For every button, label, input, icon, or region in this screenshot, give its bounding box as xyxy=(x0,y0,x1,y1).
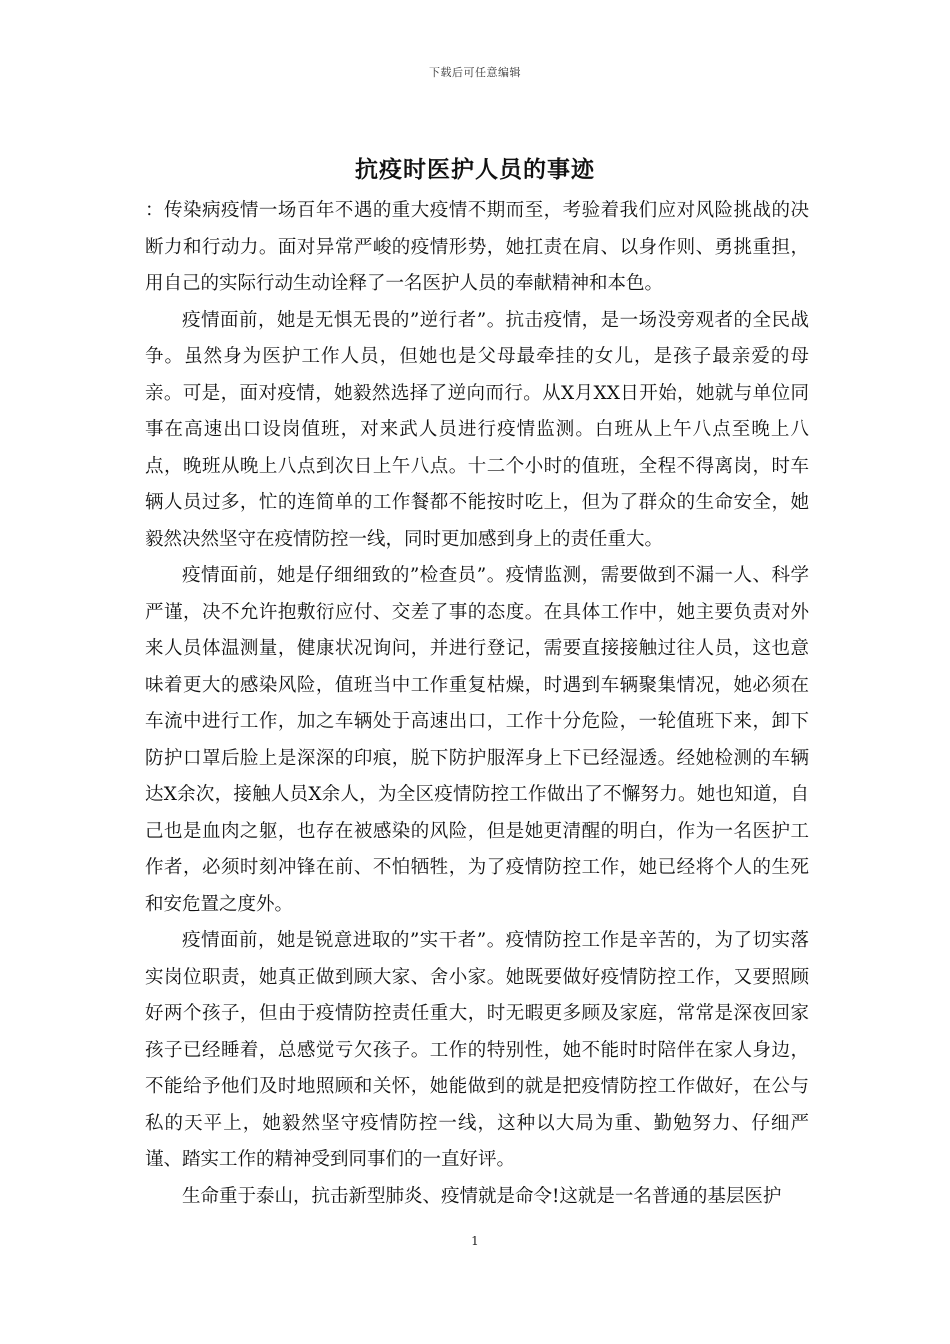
paragraph-inspector: 疫情面前，她是仔细细致的”检查员”。疫情监测，需要做到不漏一人、科学严谨，决不允许抱敷衍应付、交差了事的态度。在具体工作中，她主要负责对外来人员体温测量，健康状况询问，并进行登记，需要直接接触过往人员，这也意味着更大的感染风险，值班当中工作重复枯燥，时遇到车辆聚集情况，她必须在车流中进行工作，加之车辆处于高速出口，工作十分危险，一轮值班下来，卸下防护口罩后脸上是深深的印痕，脱下防护服浑身上下已经湿透。经她检测的车辆达X余次，接触人员X余人，为全区疫情防控工作做出了不懈努力。她也知道，自己也是血肉之躯，也存在被感染的风险，但是她更清醒的明白，作为一名医护工作者，必须时刻冲锋在前、不怕牺牲，为了疫情防控工作，她已经将个人的生死和安危置之度外。 xyxy=(145,565,809,915)
paragraph-intro: ：传染病疫情一场百年不遇的重大疫情不期而至，考验着我们应对风险挑战的决断力和行动力。面对异常严峻的疫情形势，她扛责在肩、以身作则、勇挑重担，用自己的实际行动生动诠释了一名医护人员的奉献精神和本色。 xyxy=(145,200,809,294)
paragraph-retrograde: 疫情面前，她是无惧无畏的”逆行者”。抗击疫情，是一场没旁观者的全民战争。虽然身为医护工作人员，但她也是父母最牵挂的女儿，是孩子最亲爱的母亲。可是，面对疫情，她毅然选择了逆向而行。从X月XX日开始，她就与单位同事在高速出口设岗值班，对来武人员进行疫情监测。白班从上午八点至晚上八点，晚班从晚上八点到次日上午八点。十二个小时的值班，全程不得离岗，时车辆人员过多，忙的连简单的工作餐都不能按时吃上，但为了群众的生命安全，她毅然决然坚守在疫情防控一线，同时更加感到身上的责任重大。 xyxy=(145,309,809,550)
page-number: 1 xyxy=(471,1234,479,1248)
document-title: 抗疫时医护人员的事迹 xyxy=(355,156,595,183)
paragraph-closing: 生命重于泰山，抗击新型肺炎、疫情就是命令!这就是一名普通的基层医护 xyxy=(182,1185,782,1207)
header-note: 下载后可任意编辑 xyxy=(429,66,521,79)
document-body xyxy=(145,193,809,1215)
paragraph-doer: 疫情面前，她是锐意进取的”实干者”。疫情防控工作是辛苦的，为了切实落实岗位职责，她真正做到顾大家、舍小家。她既要做好疫情防控工作，又要照顾好两个孩子，但由于疫情防控责任重大，时无暇更多顾及家庭，常常是深夜回家孩子已经睡着，总感觉亏欠孩子。工作的特别性，她不能时时陪伴在家人身边，不能给予他们及时地照顾和关怀，她能做到的就是把疫情防控工作做好，在公与私的天平上，她毅然坚守疫情防控一线，这种以大局为重、勤勉努力、仔细严谨、踏实工作的精神受到同事们的一直好评。 xyxy=(145,930,809,1170)
